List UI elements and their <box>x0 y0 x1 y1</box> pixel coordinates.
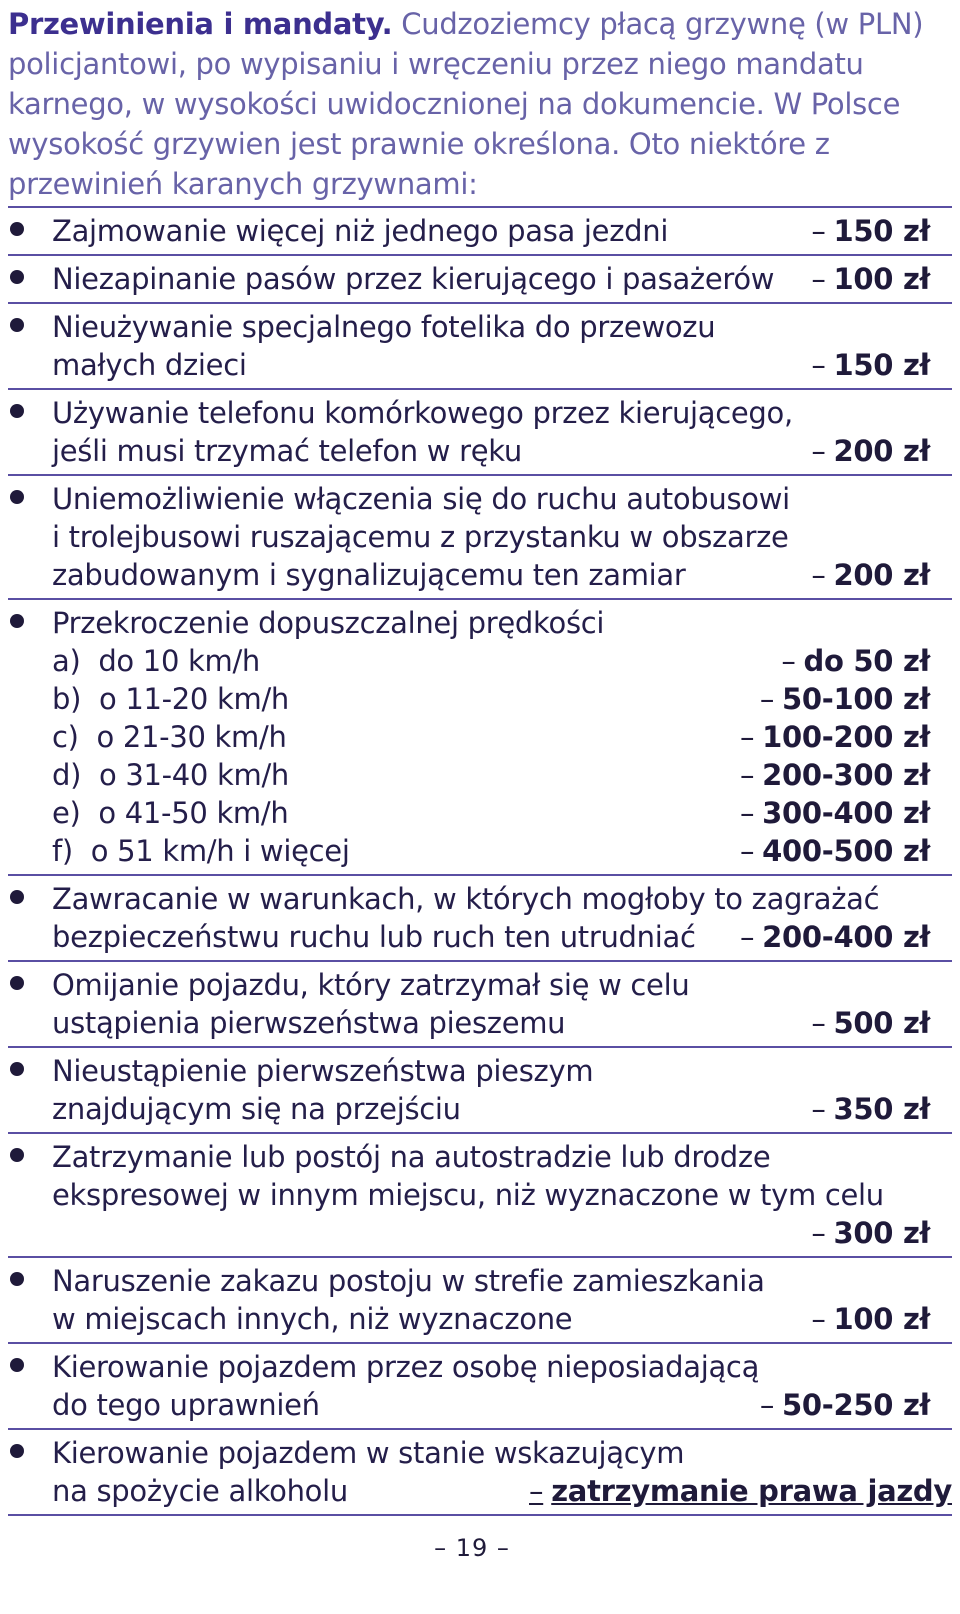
fine-amount <box>740 918 930 956</box>
fine-item <box>8 476 952 600</box>
offence-line <box>52 346 952 384</box>
bullet-icon <box>10 1272 24 1286</box>
bullet-icon <box>10 1358 24 1372</box>
page-content <box>8 4 952 1516</box>
dash-separator: – <box>811 1302 826 1336</box>
speed-range-label: e) o 41-50 km/h <box>52 796 289 830</box>
fine-value: 200 zł <box>833 434 930 468</box>
offence-line <box>52 1052 952 1090</box>
fine-value: 200-400 zł <box>762 920 930 954</box>
offence-line <box>52 212 952 250</box>
fine-item <box>8 1134 952 1258</box>
dash-separator: – <box>739 920 755 954</box>
fine-item <box>8 962 952 1048</box>
fine-item <box>8 256 952 304</box>
offence-description <box>8 260 952 298</box>
fine-amount <box>740 756 930 794</box>
dash-separator: – <box>739 758 755 792</box>
bullet-icon <box>10 1062 24 1076</box>
offence-description <box>8 1138 952 1252</box>
offence-description <box>8 308 952 384</box>
offence-line <box>52 394 952 432</box>
offence-description <box>8 394 952 470</box>
offence-text: Zajmowanie więcej niż jednego pasa jezdni <box>52 214 669 248</box>
dash-separator: – <box>811 434 826 468</box>
fine-value: zatrzymanie prawa jazdy <box>551 1474 952 1508</box>
offence-text: ekspresowej w innym miejscu, niż wyznaczone w tym celu <box>52 1178 884 1212</box>
offence-line <box>52 1004 952 1042</box>
dash-separator: – <box>811 348 826 382</box>
dash-separator: – <box>759 1388 775 1422</box>
bullet-icon <box>10 318 24 332</box>
fine-value: 100 zł <box>833 262 930 296</box>
fine-amount <box>760 680 930 718</box>
offence-text: Kierowanie pojazdem przez osobę nieposiadającą <box>52 1350 760 1384</box>
fine-value: 100-200 zł <box>762 720 930 754</box>
offence-text: do tego uprawnień <box>52 1388 320 1422</box>
bullet-icon <box>10 404 24 418</box>
speed-range-row <box>52 718 952 756</box>
offence-line <box>52 1386 952 1424</box>
fine-item <box>8 304 952 390</box>
speed-range-label: d) o 31-40 km/h <box>52 758 289 792</box>
fine-amount <box>740 832 930 870</box>
bullet-icon <box>10 890 24 904</box>
offence-text: zabudowanym i sygnalizującemu ten zamiar <box>52 558 686 592</box>
offence-text: Naruszenie zakazu postoju w strefie zamieszkania <box>52 1264 765 1298</box>
fine-value: 150 zł <box>833 348 930 382</box>
bullet-icon <box>10 490 24 504</box>
section-title: Przewinienia i mandaty. <box>8 7 393 41</box>
offence-line <box>52 1472 952 1510</box>
speed-range-label: c) o 21-30 km/h <box>52 720 287 754</box>
dash-separator: – <box>811 214 826 248</box>
speed-range-label: a) do 10 km/h <box>52 644 261 678</box>
fine-value: 50-250 zł <box>782 1388 930 1422</box>
speed-range-row <box>52 794 952 832</box>
offence-description <box>8 212 952 250</box>
fine-value: do 50 zł <box>803 644 930 678</box>
bullet-icon <box>10 614 24 628</box>
offence-line <box>52 918 952 956</box>
page-number: – 19 – <box>434 1534 510 1562</box>
speed-range-label: f) o 51 km/h i więcej <box>52 834 350 868</box>
fine-amount <box>529 1472 952 1510</box>
fine-item <box>8 1048 952 1134</box>
offence-line <box>52 1214 952 1252</box>
fine-item <box>8 1344 952 1430</box>
fine-value: 350 zł <box>833 1092 930 1126</box>
offence-text: Nieużywanie specjalnego fotelika do przewozu <box>52 310 716 344</box>
offence-text: i trolejbusowi ruszającemu z przystanku w obszarze <box>52 520 789 554</box>
fine-item <box>8 600 952 876</box>
fine-value: 300-400 zł <box>762 796 930 830</box>
offence-line <box>52 308 952 346</box>
speed-range-row <box>52 642 952 680</box>
offence-line <box>52 1176 952 1214</box>
offence-line <box>52 432 952 470</box>
dash-separator: – <box>739 796 755 830</box>
bullet-icon <box>10 270 24 284</box>
offence-text: Nieustąpienie pierwszeństwa pieszym <box>52 1054 594 1088</box>
intro-text: Cudzoziemcy płacą grzywnę (w PLN) policjantowi, po wypisaniu i wręczeniu przez niego mandatu karnego, w wysokości uwidocznionej na dokumencie. W Polsce wysokość grzywien jest prawnie określona. Oto niektóre z przewinień karanych grzywnami: <box>8 7 924 201</box>
offence-text: w miejscach innych, niż wyznaczone <box>52 1302 573 1336</box>
dash-separator: – <box>811 1092 826 1126</box>
speed-range-row <box>52 832 952 870</box>
offence-line <box>52 260 952 298</box>
offence-text: znajdującym się na przejściu <box>52 1092 461 1126</box>
offence-description <box>8 1348 952 1424</box>
speed-range-label: b) o 11-20 km/h <box>52 682 289 716</box>
fine-value: 500 zł <box>833 1006 930 1040</box>
offence-text: Kierowanie pojazdem w stanie wskazującym <box>52 1436 685 1470</box>
offence-text: bezpieczeństwu ruchu lub ruch ten utrudniać <box>52 920 696 954</box>
offence-text: Zawracanie w warunkach, w których mogłoby to zagrażać <box>52 882 880 916</box>
offence-description <box>8 880 952 956</box>
offence-text: Używanie telefonu komórkowego przez kierującego, <box>52 396 793 430</box>
fine-amount <box>740 794 930 832</box>
fine-value: 150 zł <box>833 214 930 248</box>
dash-separator: – <box>739 834 755 868</box>
offence-text: Zatrzymanie lub postój na autostradzie lub drodze <box>52 1140 771 1174</box>
offence-description <box>8 480 952 594</box>
offence-text: Niezapinanie pasów przez kierującego i pasażerów <box>52 262 775 296</box>
fine-value: 200-300 zł <box>762 758 930 792</box>
dash-separator: – <box>759 682 775 716</box>
fine-item <box>8 208 952 256</box>
fine-amount <box>760 1386 930 1424</box>
offence-line <box>52 1434 952 1472</box>
fine-item <box>8 390 952 476</box>
fine-amount <box>811 1004 930 1042</box>
dash-separator: – <box>781 644 796 678</box>
intro-paragraph <box>8 4 938 204</box>
fine-value: 300 zł <box>833 1216 930 1250</box>
dash-separator: – <box>811 1216 826 1250</box>
fines-list <box>8 206 952 1516</box>
fine-amount <box>811 346 930 384</box>
offence-line <box>52 880 952 918</box>
fine-item <box>8 876 952 962</box>
offence-description <box>8 1052 952 1128</box>
offence-text: Omijanie pojazdu, który zatrzymał się w celu <box>52 968 690 1002</box>
fine-amount <box>811 1090 930 1128</box>
offence-line <box>52 556 952 594</box>
bullet-icon <box>10 976 24 990</box>
dash-separator: – <box>811 262 826 296</box>
fine-amount <box>811 556 930 594</box>
offence-line <box>52 1300 952 1338</box>
offence-text: na spożycie alkoholu <box>52 1474 348 1508</box>
fine-value: 100 zł <box>833 1302 930 1336</box>
dash-separator: – <box>811 558 826 592</box>
bullet-icon <box>10 1148 24 1162</box>
speed-range-row <box>52 756 952 794</box>
fine-amount <box>811 1214 930 1252</box>
fine-amount <box>811 260 930 298</box>
offence-line <box>52 1348 952 1386</box>
offence-line <box>52 1138 952 1176</box>
bullet-icon <box>10 1444 24 1458</box>
fine-item <box>8 1430 952 1516</box>
offence-text: jeśli musi trzymać telefon w ręku <box>52 434 522 468</box>
fine-amount <box>811 432 930 470</box>
offence-line <box>52 480 952 518</box>
offence-line <box>52 604 952 642</box>
fine-amount <box>811 212 930 250</box>
fine-item <box>8 1258 952 1344</box>
fine-value: 400-500 zł <box>762 834 930 868</box>
offence-text: małych dzieci <box>52 348 247 382</box>
dash-separator: – <box>739 720 755 754</box>
offence-description <box>8 1262 952 1338</box>
offence-description <box>8 966 952 1042</box>
offence-line <box>52 966 952 1004</box>
bullet-icon <box>10 222 24 236</box>
offence-description <box>8 604 952 870</box>
offence-description <box>8 1434 952 1510</box>
offence-text: Przekroczenie dopuszczalnej prędkości <box>52 606 605 640</box>
speed-range-row <box>52 680 952 718</box>
offence-line <box>52 1090 952 1128</box>
offence-line <box>52 1262 952 1300</box>
dash-separator: – <box>529 1474 544 1508</box>
fine-amount <box>781 642 930 680</box>
fine-value: 200 zł <box>833 558 930 592</box>
offence-text: ustąpienia pierwszeństwa pieszemu <box>52 1006 566 1040</box>
fine-value: 50-100 zł <box>782 682 930 716</box>
offence-line <box>52 518 952 556</box>
fine-amount <box>740 718 930 756</box>
offence-text: Uniemożliwienie włączenia się do ruchu autobusowi <box>52 482 790 516</box>
dash-separator: – <box>811 1006 826 1040</box>
fine-amount <box>811 1300 930 1338</box>
